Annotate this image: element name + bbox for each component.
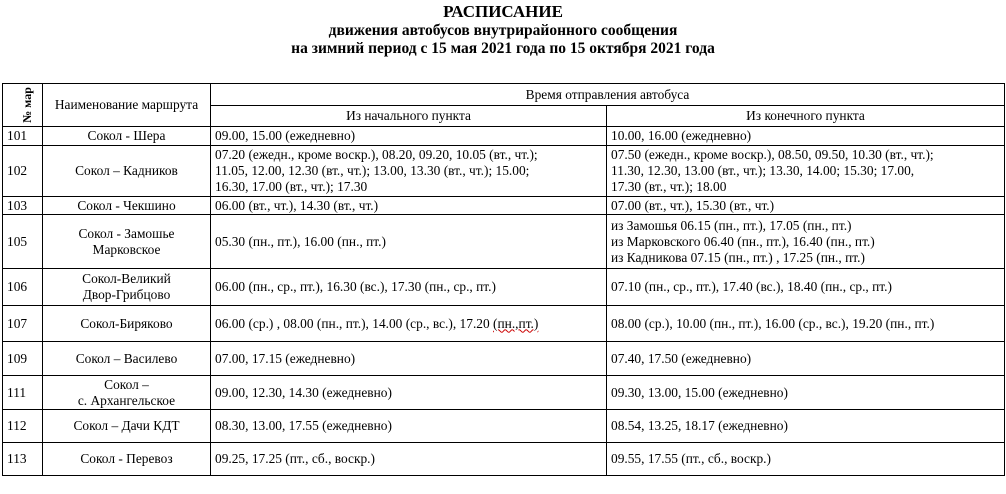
route-name-line: Сокол – — [104, 376, 149, 392]
route-name — [43, 269, 211, 306]
departure-from-start-line: 09.00, 15.00 (ежедневно) — [215, 128, 356, 143]
departure-from-end — [607, 269, 1005, 306]
departure-from-start — [211, 127, 607, 146]
departure-from-start-line: 06.00 (ср.) , 08.00 (пн., пт.), 14.00 (ср., вс.), 17.20 — [215, 315, 494, 331]
route-number: 113 — [3, 443, 43, 476]
table-row — [3, 306, 1005, 342]
route-number: 107 — [3, 306, 43, 342]
table-row — [3, 269, 1005, 306]
route-number: 101 — [3, 127, 43, 146]
route-name — [43, 342, 211, 376]
departure-from-end-line: 17.30 (вт., чт.); 18.00 — [611, 179, 727, 194]
departure-time-header: Время отправления автобуса — [211, 84, 1005, 106]
departure-from-end-line: 09.55, 17.55 (пт., сб., воскр.) — [611, 451, 771, 466]
departure-from-end-line: из Замошья 06.15 (пн., пт.), 17.05 (пн., пт.) — [611, 217, 852, 233]
route-name-line: Сокол - Чекшино — [77, 197, 176, 213]
departure-from-end — [607, 342, 1005, 376]
header-row — [3, 84, 1005, 106]
table-row — [3, 197, 1005, 215]
departure-from-end-line: 08.00 (ср.), 10.00 (пн., пт.), 16.00 (ср., вс.), 19.20 (пн., пт.) — [611, 315, 935, 331]
departure-from-end-line: 07.00 (вт., чт.), 15.30 (вт., чт.) — [611, 197, 775, 213]
departure-from-end-line: 07.40, 17.50 (ежедневно) — [611, 350, 752, 366]
departure-from-start — [211, 146, 607, 197]
schedule-body — [3, 127, 1005, 476]
route-name-line: с. Архангельское — [77, 392, 176, 408]
document-subtitle: движения автобусов внутрирайонного сообщения — [328, 22, 678, 39]
departure-from-start-line: 06.00 (вт., чт.), 14.30 (вт., чт.) — [215, 197, 379, 213]
departure-from-end — [607, 215, 1005, 269]
route-name — [43, 127, 211, 146]
departure-from-end — [607, 410, 1005, 443]
route-name — [43, 146, 211, 197]
table-row — [3, 376, 1005, 410]
table-row — [3, 215, 1005, 269]
route-name-line: Сокол – Кадников — [75, 163, 178, 178]
departure-from-start-line: 08.30, 13.00, 17.55 (ежедневно) — [215, 418, 392, 433]
table-row — [3, 127, 1005, 146]
route-name — [43, 410, 211, 443]
departure-from-start-line: 09.00, 12.30, 14.30 (ежедневно) — [215, 384, 392, 400]
departure-from-start — [211, 410, 607, 443]
departure-from-end — [607, 306, 1005, 342]
departure-from-end-line: из Марковского 06.40 (пн., пт.), 16.40 (пн., пт.) — [611, 233, 875, 249]
departure-from-start-line: 05.30 (пн., пт.), 16.00 (пн., пт.) — [215, 233, 386, 249]
document-title: РАСПИСАНИЕ — [443, 2, 563, 21]
route-name-line: Марковское — [92, 241, 161, 257]
departure-from-end-line: 10.00, 16.00 (ежедневно) — [611, 128, 752, 143]
table-row — [3, 443, 1005, 476]
document-period: на зимний период с 15 мая 2021 года по 15 октября 2021 года — [291, 40, 715, 57]
departure-from-end-line: 11.30, 12.30, 13.00 (вт., чт.); 13.30, 14.00; 15.30; 17.00, — [611, 163, 915, 178]
route-name-line: Сокол - Замошье — [78, 225, 175, 241]
departure-from-end-line: из Кадникова 07.15 (пн., пт.) , 17.25 (пн., пт.) — [611, 249, 865, 265]
departure-from-start-line: 07.20 (ежедн., кроме воскр.), 08.20, 09.20, 10.05 (вт., чт.); — [215, 147, 538, 162]
departure-from-start-line: 09.25, 17.25 (пт., сб., воскр.) — [215, 451, 375, 466]
route-name — [43, 443, 211, 476]
departure-from-start — [211, 197, 607, 215]
route-number-header: № мар — [3, 84, 43, 127]
table-row — [3, 146, 1005, 197]
route-number: 103 — [3, 197, 43, 215]
departure-from-start — [211, 306, 607, 342]
route-number: 106 — [3, 269, 43, 306]
route-name — [43, 215, 211, 269]
departure-from-end-line: 07.50 (ежедн., кроме воскр.), 08.50, 09.50, 10.30 (вт., чт.); — [611, 147, 934, 162]
route-name-line: Сокол - Шера — [87, 128, 166, 143]
departure-from-start-line: 06.00 (пн., ср., пт.), 16.30 (вс.), 17.30 (пн., ср., пт.) — [215, 279, 496, 294]
route-number: 109 — [3, 342, 43, 376]
route-name — [43, 306, 211, 342]
table-row — [3, 410, 1005, 443]
departure-from-start — [211, 215, 607, 269]
departure-from-end-line: 09.30, 13.00, 15.00 (ежедневно) — [611, 384, 788, 400]
departure-from-end-line: 07.10 (пн., ср., пт.), 17.40 (вс.), 18.40 (пн., ср., пт.) — [611, 279, 892, 294]
departure-from-start-line: 16.30, 17.00 (вт., чт.); 17.30 — [215, 179, 368, 194]
route-number: 102 — [3, 146, 43, 197]
departure-from-start-line: 11.05, 12.00, 12.30 (вт., чт.); 13.00, 13.30 (вт., чт.); 15.00; — [215, 163, 530, 178]
route-name — [43, 376, 211, 410]
schedule-table — [2, 83, 1005, 476]
departure-from-end — [607, 197, 1005, 215]
from-start-header: Из начального пункта — [211, 106, 607, 127]
route-name-header: Наименование маршрута — [43, 84, 211, 127]
departure-from-start — [211, 342, 607, 376]
route-number: 111 — [3, 376, 43, 410]
departure-from-start — [211, 376, 607, 410]
route-name — [43, 197, 211, 215]
document-header — [0, 2, 1006, 58]
route-name-line: Двор-Грибцово — [82, 287, 171, 302]
departure-from-end — [607, 146, 1005, 197]
departure-from-end — [607, 443, 1005, 476]
route-number: 105 — [3, 215, 43, 269]
departure-from-end — [607, 376, 1005, 410]
route-name-line: Сокол – Дачи КДТ — [73, 418, 180, 433]
route-name-line: Сокол-Биряково — [80, 315, 173, 331]
route-name-line: Сокол-Великий — [82, 271, 171, 286]
departure-from-start-line: 07.00, 17.15 (ежедневно) — [215, 350, 356, 366]
departure-from-end — [607, 127, 1005, 146]
departure-from-start — [211, 269, 607, 306]
departure-from-start — [211, 443, 607, 476]
route-name-line: Сокол - Перевоз — [80, 451, 173, 466]
departure-from-start-line: (пн.,пт.) — [493, 315, 539, 331]
departure-from-end-line: 08.54, 13.25, 18.17 (ежедневно) — [611, 418, 788, 433]
from-end-header: Из конечного пункта — [607, 106, 1005, 127]
table-row — [3, 342, 1005, 376]
route-number: 112 — [3, 410, 43, 443]
route-name-line: Сокол – Василево — [75, 350, 178, 366]
